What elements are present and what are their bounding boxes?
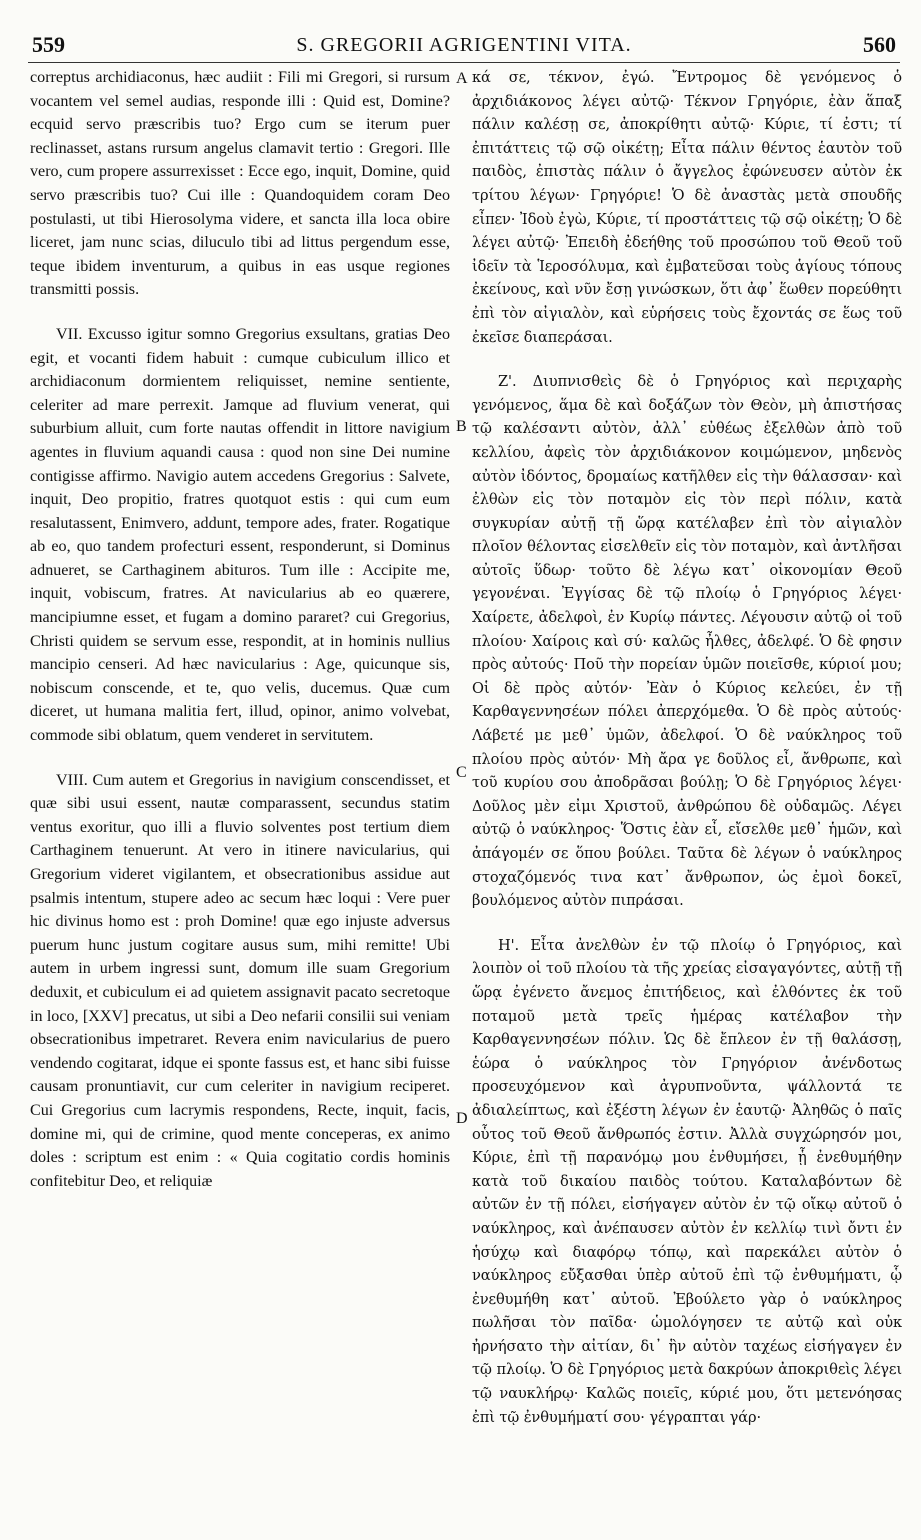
section-marker-a: A bbox=[456, 70, 468, 87]
latin-paragraph-2: VII. Excusso igitur somno Gregorius exsultans, gratias Deo egit, et vocanti fidem habuit : cumque cubiculum illico et archidiaconum dormientem reliquisset, nemine sentiente, celeriter ad mare perrexit. Jamque ad fluvium venerat, qui suburbium alluit, cum forte nautas offendit in littore navigium agentes in fluvium aquandi causa : quod non sine Dei numine contigisse affirmo. Navigio autem accedens Gregorius : Salvete, inquit, Deo propitio, fratres quotquot estis : qui cum eum resalutassent, Enimvero, addunt, tempore ades, frater. Rogatique ab eo, quo tandem profecturi essent, responderunt, si Dominus adnueret, se Carthaginem abituros. Tum ille : Accipite me, inquit, vobiscum, fratres. At navicularius ab eo quærere, mancipiumne esset, et fugam a domino pararet? cui Gregorius, Christi quidem se servum esse, respondit, at in hominis nullius mancipio censeri. Ad hæc navicularius : Age, quicunque sis, nobiscum conscende, et te, quo velis, ducemus. Quæ cum diceret, ut humana malitia fert, illud, opinor, animo volvebat, commode sibi oblatum, quem venderet in servitutem. bbox=[30, 325, 450, 745]
greek-paragraph-3: Η'. Εἶτα ἀνελθὼν ἐν τῷ πλοίῳ ὁ Γρηγόριος, καὶ λοιπὸν οἱ τοῦ πλοίου τὰ τῆς χρείας εἰσαγαγόντες, αὐτῇ τῇ ὥρᾳ ἐγένετο ἄνεμος ἐπιτήδειος, καὶ ἐλθόντες ἐκ τοῦ ποταμοῦ μετὰ τρεῖς ἡμέρας κατέλαβον τὴν Καρθαγεννησέων πόλιν. Ὡς δὲ ἔπλεον ἐν τῇ θαλάσσῃ, ἑώρα ὁ ναύκληρος τὸν Γρηγόριον ἀνένδοτως προσευχόμενον καὶ ἀγρυπνοῦντα, ψάλλοντά τε ἀδιαλείπτως, καὶ ἐξέστη λέγων ἐν ἑαυτῷ· Ἀληθῶς ὁ παῖς οὗτος τοῦ Θεοῦ ἄνθρωπός ἐστιν. Ἀλλὰ συγχώρησόν μοι, Κύριε, ἐπὶ τῇ παρανόμῳ μου ἐνθυμήσει, ᾗ ἐνεθυμήθην κατὰ τοῦ δικαίου παιδὸς τούτου. Καταλαβόντων δὲ αὐτῶν ἐν τῇ πόλει, εἰσήγαγεν αὐτὸν ἐν τῷ οἴκῳ αὐτοῦ ὁ ναύκληρος, καὶ ἀνέπαυσεν αὐτὸν ἐν κελλίῳ τινὶ ὄντι ἐν ἡσύχῳ καὶ διαφόρῳ τόπῳ, καὶ παρεκάλει αὐτὸν ὁ ναύκληρος εὔξασθαι ὑπὲρ αὐτοῦ ἐπὶ τῷ ἐνθυμήματι, ᾧ ἐνεθυμήθη κατ᾽ αὐτοῦ. Ἐβούλετο γὰρ ὁ ναύκληρος πωλῆσαι τὸν παῖδα· ὡμολόγησεν τε αὐτῷ καὶ οὐκ ἠρνήσατο τὴν αἰτίαν, δι᾽ ἣν αὐτὸν ταχέως εἰσήγαγεν ἐν τῷ πλοίῳ. Ὁ δὲ Γρηγόριος μετὰ δακρύων ἀποκριθεὶς λέγει τῷ ναυκλήρῳ· Καλῶς ποιεῖς, κύριέ μου, ὅτι μετενόησας ἐπὶ τῷ ἐνθυμήματί σου· γέγραπται γάρ· bbox=[472, 936, 902, 1426]
greek-column bbox=[472, 66, 902, 1429]
running-title: S. GREGORII AGRIGENTINI VITA. bbox=[296, 34, 632, 56]
greek-paragraph-1: κά σε, τέκνον, ἐγώ. Ἔντρομος δὲ γενόμενος ὁ ἀρχιδιάκονος λέγει αὐτῷ· Τέκνον Γρηγόριε, ἐὰν ἅπαξ πάλιν καλέσῃ σε, ἀποκρίθητι αὐτῷ· Κύριε, τί ἐστι; τί ἐπιτάττεις τῷ σῷ οἰκέτῃ; Εἶτα πάλιν θέντος ἑαυτὸν τοῦ παιδὸς, ἐπιστὰς πάλιν ὁ ἄγγελος ἐφώνευσεν αὐτὸν ἐκ τρίτου λέγων· Γρηγόριε! Ὁ δὲ ἀναστὰς μετὰ σπουδῆς εἶπεν· Ἰδοὺ ἐγὼ, Κύριε, τί προστάττεις τῷ σῷ οἰκέτῃ; Ὁ δὲ λέγει αὐτῷ· Ἐπειδὴ ἐδεήθης τοῦ προσώπου τοῦ Θεοῦ τοῦ ἰδεῖν τὰ Ἱεροσόλυμα, καὶ ἐμβατεῦσαι τοὺς ἁγίους τόπους ἐκείνους, καὶ νῦν ἔσῃ γινώσκων, ὅτι ἀφ᾽ ἕωθεν πορεύθητι ἐπὶ τὸν αἰγιαλὸν, καὶ εὑρήσεις τοὺς ἔχοντάς σε ἕως τοῦ ἐκεῖσε διαπεράσαι. bbox=[472, 69, 902, 346]
greek-paragraph-2: Ζ'. Διυπνισθεὶς δὲ ὁ Γρηγόριος καὶ περιχαρὴς γενόμενος, ἅμα δὲ καὶ δοξάζων τὸν Θεὸν, μὴ ἀπιστήσας τῷ καλέσαντι αὐτὸν, ἀλλ᾽ εὐθέως ἐξελθὼν ἀπὸ τοῦ κελλίου, ἀφεὶς τὸν ἀρχιδιάκονον κοιμώμενον, μηδενὸς αὐτὸν ἰδόντος, δρομαίως κατῆλθεν εἰς τὴν θάλασσαν· καὶ ἐλθὼν εἰς τὸν ποταμὸν εἰς τὸν περὶ πόλιν, κατὰ συγκυρίαν αὐτῇ τῇ ὥρᾳ κατέλαβεν ἐπὶ τὸν αἰγιαλὸν πλοῖον θέλοντας εἰσελθεῖν εἰς τὸν ποταμὸν, καὶ ἀντλῆσαι αὐτοῖς ὕδωρ· τοῦτο δὲ λέγω κατ᾽ οἰκονομίαν Θεοῦ γεγονέναι. Ἐγγίσας δὲ τῷ πλοίῳ ὁ Γρηγόριος λέγει· Χαίρετε, ἀδελφοὶ, ἐν Κυρίῳ πάντες. Λέγουσιν αὐτῷ οἱ τοῦ πλοίου· Χαίροις καὶ σύ· καλῶς ἦλθες, ἀδελφέ. Ὁ δὲ φησιν πρὸς αὐτούς· Ποῦ τὴν πορείαν ὑμῶν ποιεῖσθε, κύριοί μου; Οἱ δὲ πρὸς αὐτόν· Ἐὰν ὁ Κύριος κελεύει, ἐν τῇ Καρθαγεννησέων πόλει ἀπερχόμεθα. Ὁ δὲ πρὸς αὐτούς· Λάβετέ με μεθ᾽ ὑμῶν, ἀδελφοί. Ὁ δὲ ναύκληρος τοῦ πλοίου πρὸς αὐτόν· Μὴ ἄρα γε δοῦλος εἶ, ἄνθρωπε, καὶ τοῦ κυρίου σου ἀποδρᾶσαι βούλῃ; Ὁ δὲ Γρηγόριος λέγει· Δοῦλος μὲν εἰμι Χριστοῦ, ἀνθρώπου δὲ οὐδαμῶς. Λέγει αὐτῷ ὁ ναύκληρος· Ὅστις ἐὰν εἶ, εἴσελθε μεθ᾽ ἡμῶν, καὶ ἀπάγομέν σε ὅπου βούλει. Ταῦτα δὲ λέγων ὁ ναύκληρος στοχαζόμενός τινα κατ᾽ ἄνθρωπον, ὡς ἐμοὶ δοκεῖ, βουλόμενος αὐτὸν πιπράσαι. bbox=[472, 373, 902, 910]
page-number-right: 560 bbox=[863, 32, 896, 57]
latin-column bbox=[30, 66, 450, 1193]
latin-paragraph-1: correptus archidiaconus, hæc audiit : Fili mi Gregori, si rursum vocantem vel semel audias, responde illi : Quid est, Domine? ecquid servo præscribis tuo? Ergo cum se iterum puer reclinasset, astans rursum angelus clamavit tertio : Gregori. Ille vero, cum propere assurrexisset : Ecce ego, inquit, Domine, quid servo præscribis tuo? Cui ille : Quandoquidem coram Deo postulasti, ut tibi Hierosolyma videre, et sancta illa loca obire liceret, jam nunc scias, diluculo tibi ad littus pergendum esse, teque ibidem inventurum, a quibus in eas usque regiones transmitti possis. bbox=[30, 69, 450, 299]
section-marker-d: D bbox=[456, 1110, 468, 1127]
page-number-left: 559 bbox=[32, 32, 65, 57]
section-marker-c: C bbox=[456, 764, 467, 781]
section-marker-b: B bbox=[456, 418, 467, 435]
latin-paragraph-3: VIII. Cum autem et Gregorius in navigium conscendisset, et quæ sibi usui essent, nautæ comparassent, secundus statim ventus exoritur, quo illi a fluvio solventes post tertium diem Carthaginem tenuerunt. At vero in itinere navicularius, qui Gregorium videret vigilantem, et obsecrationibus assidue aut psalmis intentum, stupere adeo ac secum hæc loqui : Vere puer hic divinus homo est : proh Domine! quæ ego injuste adversus puerum hunc justum cogitare ausus sum, mihi remitte! Ubi autem in urbem ingressi sunt, domum ille suam Gregorium deduxit, et cubiculum ei ad quietem assignavit pacato secretoque in loco, [XXV] precatus, ut sibi a Deo nefarii consilii sui veniam obsecrationibus impetraret. Revera enim navicularius de puero vendendo cogitarat, idque ei sponte fassus est, et hanc sibi fuisse causam pronuntiavit, cur cum celeriter in navigium reciperet. Cui Gregorius cum lacrymis respondens, Recte, inquit, facis, domine mi, qui de crimine, quod mente conceperas, ex animo doles : scriptum est enim : « Quia cogitatio cordis hominis confitebitur Deo, et reliquiæ bbox=[30, 771, 450, 1190]
page-header bbox=[28, 28, 900, 63]
